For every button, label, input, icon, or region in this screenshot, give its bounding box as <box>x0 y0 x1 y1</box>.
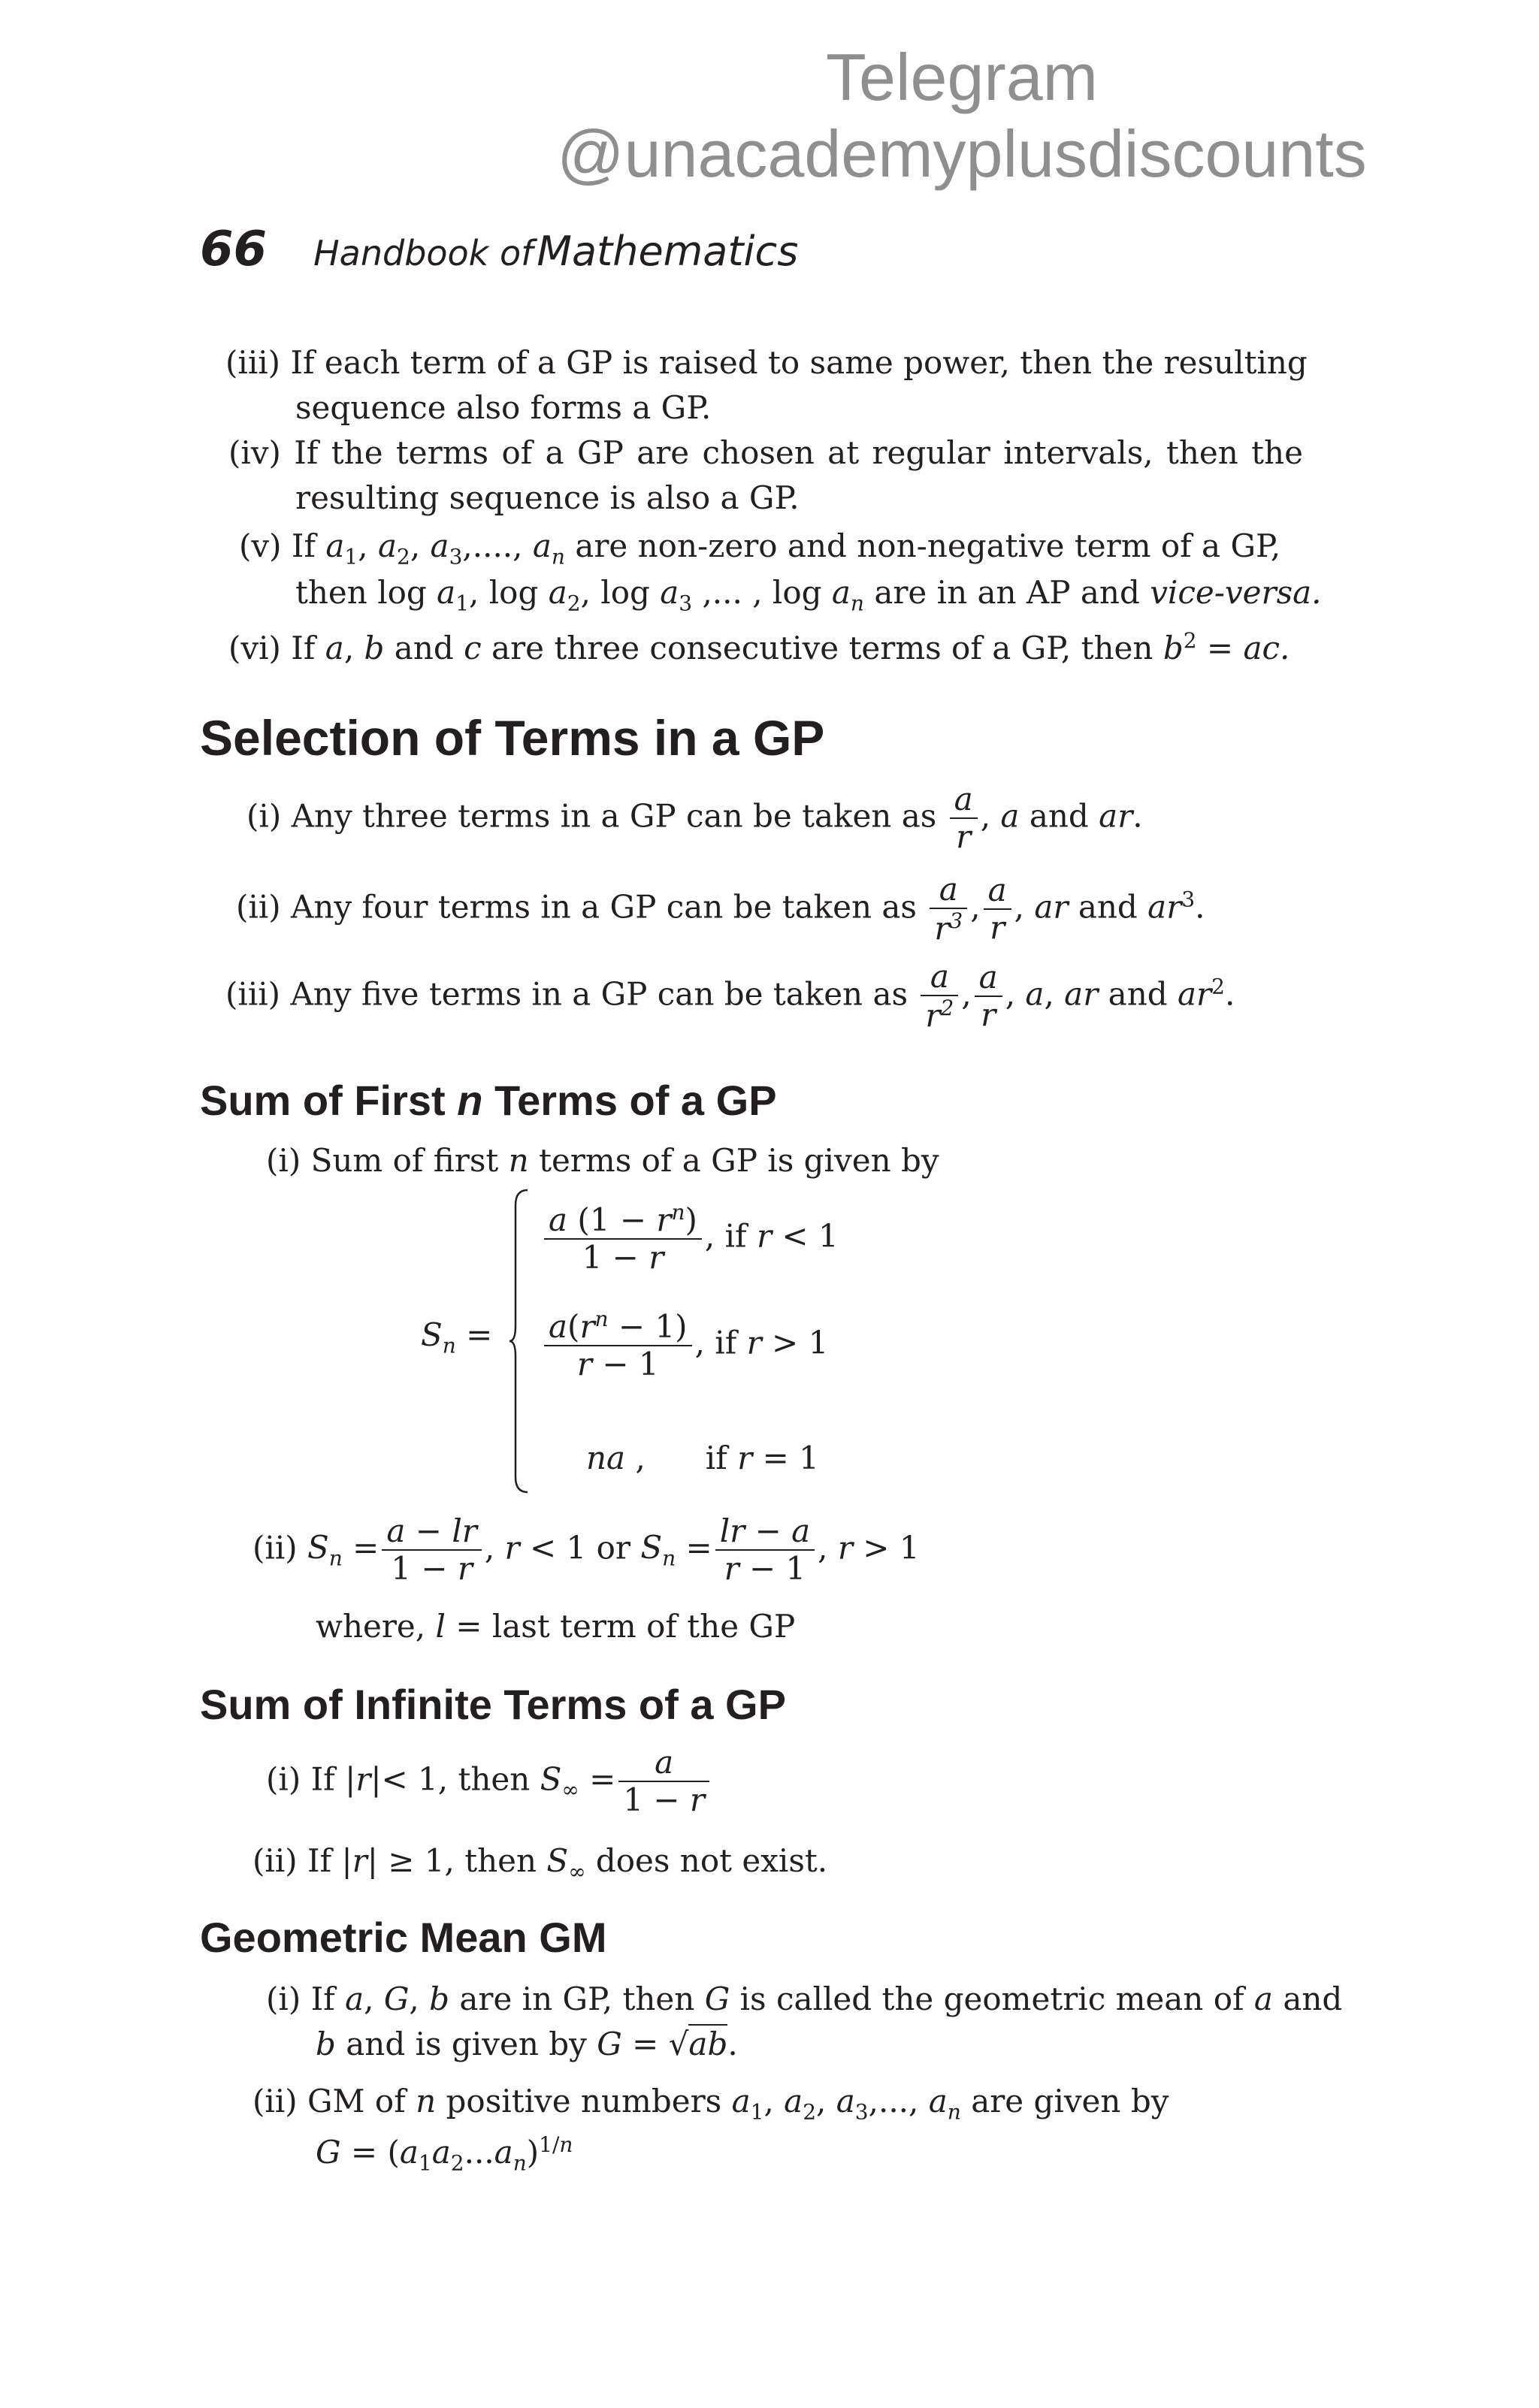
gm-ii-formula: $G = (a_1a_2...a_n)^{1/n}$ <box>316 2132 573 2176</box>
property-v: (v) If $a_1$, $a_2$, $a_3$,...., $a_n$ are non-zero and non-negative term of a GP, <box>239 527 1281 570</box>
book-title-subject: Mathematics <box>537 228 799 275</box>
selection-iii: (iii) Any five terms in a GP can be taken as $\frac{a}{r^2}$ , $\frac{a}{r}$ , a, ar and $ar^2$. <box>225 958 1235 1035</box>
sum-inf-ii: (ii) If |r| ≥ 1, then $S_\infty$ does not exist. <box>252 1842 828 1884</box>
case-r-less-1: $\frac{a (1 - r^n)}{1 - r}$ , if r < 1 <box>541 1201 839 1277</box>
property-vi: (vi) If a, b and c are three consecutive terms of a GP, then $b^2$ = ac. <box>228 628 1290 666</box>
sum-inf-i: (i) If |r|< 1, then $S_\infty$ = $\frac{a}{1 - r}$ <box>266 1745 712 1819</box>
selection-i: (i) Any three terms in a GP can be taken as $\frac{a}{r}$ , a and ar. <box>246 781 1143 856</box>
case-r-greater-1: $\frac{a(r^n - 1)}{r - 1}$ , if r > 1 <box>541 1307 828 1383</box>
section-heading-sum-first-n: Sum of First n Terms of a GP <box>200 1077 777 1124</box>
property-iii-cont: sequence also forms a GP. <box>295 389 712 426</box>
section-heading-sum-infinite: Sum of Infinite Terms of a GP <box>200 1681 786 1728</box>
sum-n-where: where, l = last term of the GP <box>316 1608 796 1645</box>
property-v-cont: then $\log a_1$, $\log a_2$, $\log a_3$ ,... , $\log a_n$ are in an AP and vice-versa. <box>295 574 1322 616</box>
case-r-equal-1: na , if r = 1 <box>586 1440 819 1476</box>
watermark: Telegram @unacademyplusdiscounts <box>557 40 1367 191</box>
section-heading-selection: Selection of Terms in a GP <box>200 710 825 766</box>
property-iv-cont: resulting sequence is also a GP. <box>295 479 800 516</box>
gm-i: (i) If a, G, b are in GP, then G is called the geometric mean of a and <box>266 1980 1343 2017</box>
sn-symbol: $S_n$ = <box>421 1316 493 1358</box>
sum-n-i: (i) Sum of first n terms of a GP is given by <box>266 1142 939 1179</box>
gm-i-cont: b and is given by G = √ab. <box>316 2026 738 2062</box>
section-heading-gm: Geometric Mean GM <box>200 1914 607 1961</box>
gm-ii: (ii) GM of n positive numbers $a_1$, $a_2$, $a_3$,..., $a_n$ are given by <box>252 2083 1169 2125</box>
sum-n-ii: (ii) $S_n$ = $\frac{a - lr}{1 - r}$ , r < 1 or $S_n$ = $\frac{lr - a}{r - 1}$ , r > 1 <box>252 1512 920 1588</box>
page-number: 66 <box>200 222 268 277</box>
property-iii: (iii) If each term of a GP is raised to same power, then the resulting <box>225 344 1308 381</box>
selection-ii: (ii) Any four terms in a GP can be taken as $\frac{a}{r^3}$ , $\frac{a}{r}$ , ar and $ar^3$. <box>236 871 1205 947</box>
case-brace <box>508 1187 531 1495</box>
book-title: Handbook of <box>313 233 534 273</box>
property-iv: (iv) If the terms of a GP are chosen at regular intervals, then the <box>228 434 1303 471</box>
running-header <box>200 222 798 277</box>
